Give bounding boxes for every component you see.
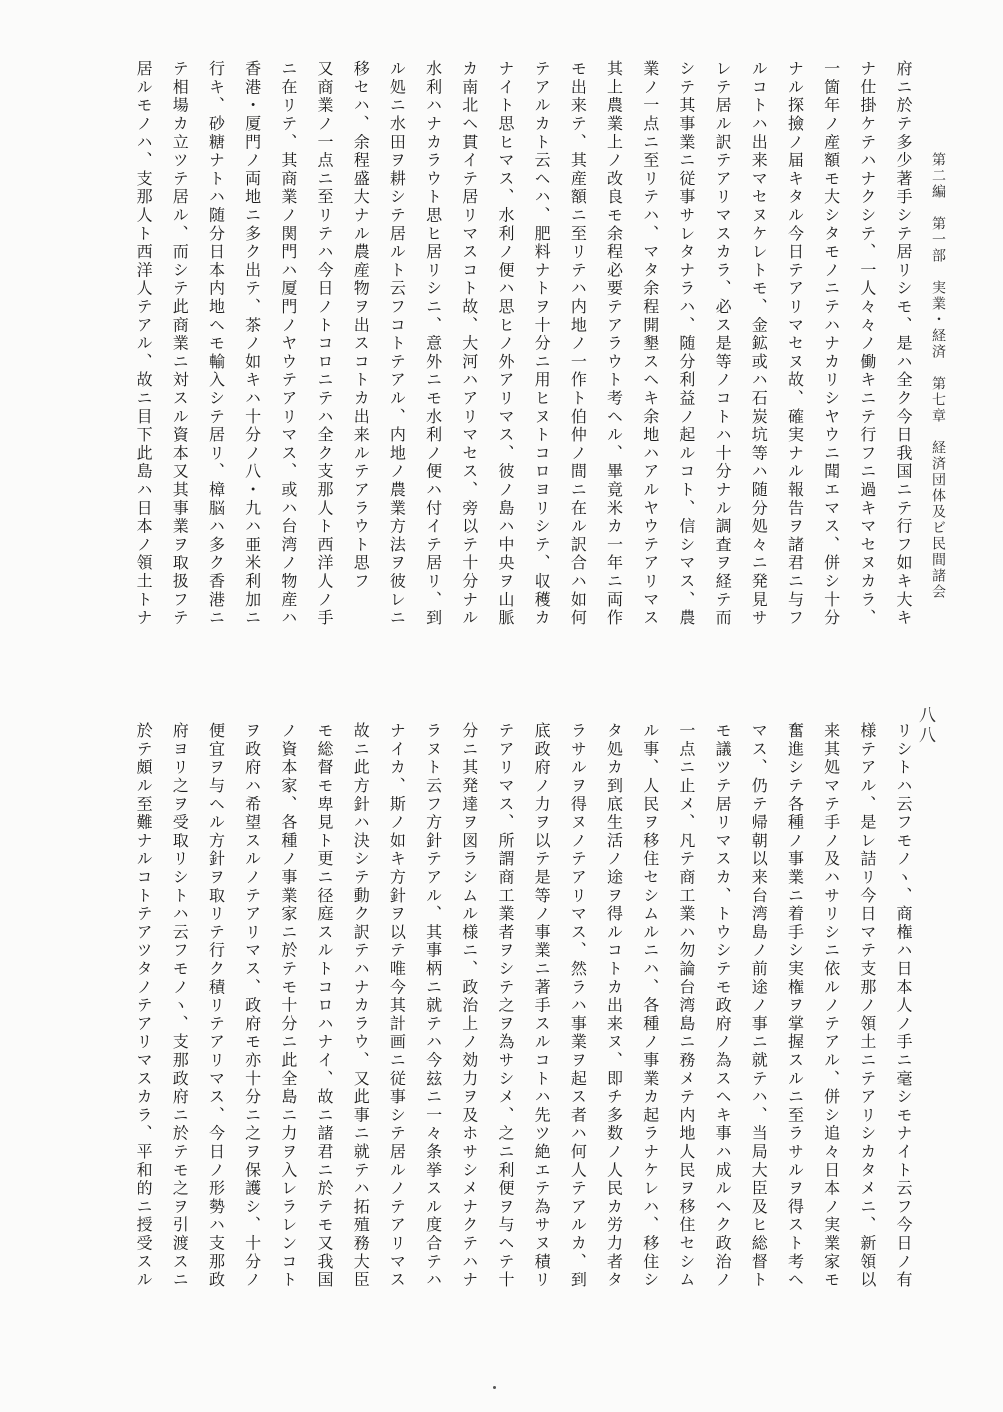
text-column: 行キ、砂糖ナトハ随分日本内地ヘモ輸入シテ居リ、樟脳ハ多ク香港ニ bbox=[206, 60, 226, 628]
text-column: テ相場カ立ツテ居ル、而シテ此商業ニ対スル資本又其事業ヲ取扱フテ bbox=[170, 60, 190, 628]
lower-text-block bbox=[115, 722, 913, 1290]
text-column: ラヌト云フ方針テアル、其事柄ニ就テハ今玆ニ一々条挙スル度合テハ bbox=[423, 722, 443, 1290]
text-column: モ議ツテ居リマスカ、トウシテモ政府ノ為スヘキ事ハ成ルヘク政治ノ bbox=[713, 722, 733, 1290]
text-column: ル処ニ水田ヲ耕シテ居ルト云フコトテアル、内地ノ農業方法ヲ彼レニ bbox=[387, 60, 407, 628]
text-column: 故ニ此方針ハ決シテ動ク訳テハナカラウ、又此事ニ就テハ拓殖務大臣 bbox=[351, 722, 371, 1290]
text-column: 其上農業上ノ改良モ余程必要テアラウト考ヘル、畢竟米カ一年ニ両作 bbox=[604, 60, 624, 628]
text-column: ナ仕掛ケテハナクシテ、一人々々ノ働キニテ行フニ過キマセヌカラ、 bbox=[857, 60, 877, 628]
text-column: シテ其事業ニ従事サレタナラハ、随分利益ノ起ルコト、信シマス、農 bbox=[676, 60, 696, 628]
text-column: 様テアル、是レ詰リ今日マテ支那ノ領土ニテアリシカタメニ、新領以 bbox=[857, 722, 877, 1290]
text-column: ラサルヲ得ヌノテアリマス、然ラハ事業ヲ起ス者ハ何人テアルカ、到 bbox=[568, 722, 588, 1290]
text-column: テアリマス、所謂商工業者ヲシテ之ヲ為サシメ、之ニ利便ヲ与ヘテ十 bbox=[495, 722, 515, 1290]
text-column: 府ヨリ之ヲ受取リシトハ云フモノヽ、支那政府ニ於テモ之ヲ引渡スニ bbox=[170, 722, 190, 1290]
text-column: モ出来テ、其産額ニ至リテハ内地ノ一作ト伯仲ノ間ニ在ル訳合ハ如何 bbox=[568, 60, 588, 628]
text-column: 奮進シテ各種ノ事業ニ着手シ実権ヲ掌握スルニ至ラサルヲ得スト考ヘ bbox=[785, 722, 805, 1290]
text-column: ニ在リテ、其商業ノ関門ハ厦門ノヤウテアリマス、或ハ台湾ノ物産ハ bbox=[278, 60, 298, 628]
text-column: モ総督モ卑見ト更ニ径庭スルトコロハナイ、故ニ諸君ニ於テモ又我国 bbox=[315, 722, 334, 1290]
text-column: ナイト思ヒマス、水利ノ便ハ思ヒノ外アリマス、彼ノ島ハ中央ヲ山脈 bbox=[495, 60, 515, 628]
text-column: ヲ政府ハ希望スルノテアリマス、政府モ亦十分ニ之ヲ保護シ、十分ノ bbox=[242, 722, 262, 1290]
text-column: ルコトハ出来マセヌケレトモ、金鉱或ハ石炭坑等ハ随分処々ニ発見サ bbox=[749, 60, 769, 628]
text-column: ル事、人民ヲ移住セシムルニハ、各種ノ事業カ起ラナケレハ、移住シ bbox=[640, 722, 660, 1290]
text-column: タ処カ到底生活ノ途ヲ得ルコトカ出来ヌ、即チ多数ノ人民カ労力者タ bbox=[604, 722, 624, 1290]
text-column: マス、仍テ帰朝以来台湾島ノ前途ノ事ニ就テハ、当局大臣及ヒ総督ト bbox=[749, 722, 769, 1290]
text-column: 一点ニ止メ、凡テ商工業ハ勿論台湾島ニ務メテ内地人民ヲ移住セシム bbox=[676, 722, 696, 1290]
text-column: 業ノ一点ニ至リテハ、マタ余程開墾スヘキ余地ハアルヤウテアリマス bbox=[640, 60, 660, 628]
page-mark bbox=[493, 1386, 496, 1389]
text-column: テアルカト云ヘハ、肥料ナトヲ十分ニ用ヒヌトコロヨリシテ、収穫カ bbox=[532, 60, 552, 628]
text-column: 府ニ於テ多少著手シテ居リシモ、是ハ全ク今日我国ニテ行フ如キ大キ bbox=[894, 60, 913, 628]
text-column: 香港・厦門ノ両地ニ多ク出テ、茶ノ如キハ十分ノ八・九ハ亜米利加ニ bbox=[242, 60, 262, 628]
upper-text-block bbox=[115, 60, 913, 628]
page-number: 八八 bbox=[915, 706, 935, 746]
text-column: 水利ハナカラウト思ヒ居リシニ、意外ニモ水利ノ便ハ付イテ居リ、到 bbox=[423, 60, 443, 628]
text-column: 又商業ノ一点ニ至リテハ今日ノトコロニテハ全ク支那人ト西洋人ノ手 bbox=[315, 60, 334, 628]
text-column: 移セハ、余程盛大ナル農産物ヲ出スコトカ出来ルテアラウト思フ bbox=[351, 60, 371, 591]
text-column: 来其処マテ手ノ及ハサリシニ依ルノテアル、併シ追々日本ノ実業家モ bbox=[821, 722, 841, 1290]
text-column: 一箇年ノ産額モ大シタモノニテハナカリシヤウニ聞エマス、併シ十分 bbox=[821, 60, 841, 628]
text-column: ノ資本家、各種ノ事業家ニ於テモ十分ニ此全島ニ力ヲ入レラレンコト bbox=[278, 722, 298, 1290]
text-column: カ南北ヘ貫イテ居リマスコト故、大河ハアリマセス、旁以テ十分ナル bbox=[459, 60, 479, 628]
text-column: 底政府ノ力ヲ以テ是等ノ事業ニ著手スルコトハ先ツ絶エテ為サヌ積リ bbox=[532, 722, 552, 1290]
text-column: ナル探撿ノ届キタル今日テアリマセヌ故、確実ナル報告ヲ諸君ニ与フ bbox=[785, 60, 805, 628]
text-column: 於テ頗ル至難ナルコトテアツタノテアリマスカラ、平和的ニ授受スル bbox=[134, 722, 154, 1290]
text-column: リシトハ云フモノヽ、商権ハ日本人ノ手ニ毫シモナイト云フ今日ノ有 bbox=[894, 722, 913, 1290]
text-column: レテ居ル訳テアリマスカラ、必ス是等ノコトハ十分ナル調査ヲ経テ而 bbox=[713, 60, 733, 628]
text-column: 居ルモノハ、支那人ト西洋人テアル、故ニ目下此島ハ日本ノ領土トナ bbox=[134, 60, 154, 628]
text-column: ナイカ、斯ノ如キ方針ヲ以テ唯今其計画ニ従事シテ居ルノテアリマス bbox=[387, 722, 407, 1290]
text-column: 便宜ヲ与ヘル方針ヲ取リテ行ク積リテアリマス、今日ノ形勢ハ支那政 bbox=[206, 722, 226, 1290]
text-column: 分ニ其発達ヲ図ラシムル様ニ、政治上ノ効力ヲ及ホサシメナクテハナ bbox=[459, 722, 479, 1290]
running-head: 第二編 第一部 実業・経済 第七章 経済団体及ビ民間諸会 bbox=[930, 152, 946, 600]
